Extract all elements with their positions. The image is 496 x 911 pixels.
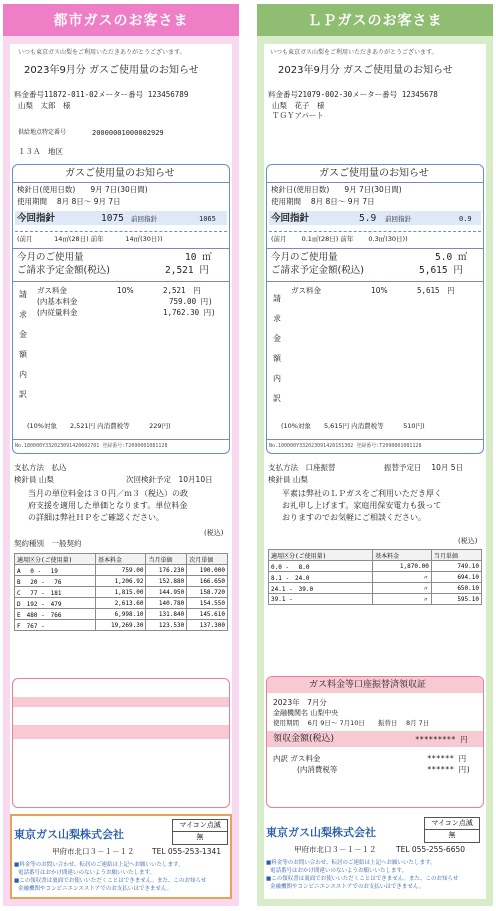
rate-table-cell: F 767 - bbox=[15, 620, 96, 631]
rate-table-cell: 154.550 bbox=[187, 598, 228, 609]
rate-table-cell: 176.230 bbox=[146, 565, 187, 576]
message-line-1: 当月の単位料金は３０円／ｍ３（税込）の政 bbox=[28, 489, 188, 498]
message-line-2: 府支援を適用した単価となります。単位料金 bbox=[28, 501, 188, 510]
payment-method: 支払方法 払込 bbox=[14, 463, 67, 472]
side-label-4: 額 bbox=[273, 354, 281, 363]
company-tel: TEL 055-255-6650 bbox=[396, 845, 466, 854]
rate-header-cell: 適用区分(ご使用量) bbox=[15, 554, 96, 565]
side-label-1: 請 bbox=[19, 290, 27, 299]
account-line: 料金番号21079-002-30メーター番号 12345678 bbox=[268, 90, 438, 99]
rate-header-cell: 適用区分(ご使用量) bbox=[269, 550, 373, 561]
barcode-number: No.100000Y332023091420151302 登録番号:T2090001081128 bbox=[269, 443, 422, 449]
breakdown-gas-rate: 10% bbox=[117, 286, 134, 295]
rate-table-row bbox=[269, 572, 482, 583]
rate-header-cell: 当月単価 bbox=[431, 550, 481, 561]
usage-history: (前月 0.1㎥(28日) 前年 0.3㎥(30日)) bbox=[271, 235, 408, 243]
customer-name: 山梨 花子 様 bbox=[272, 101, 325, 110]
company-address: 甲府市北口３－１－１２ bbox=[52, 847, 135, 856]
meter-read-date: 検針日(使用日数) 9月 7日(30日間) bbox=[271, 185, 402, 194]
rate-table-cell: 1,870.00 bbox=[373, 561, 432, 572]
rate-table bbox=[268, 549, 482, 605]
rate-table-cell: 8.1 - 24.0 bbox=[269, 572, 373, 583]
rate-header-cell: 基本料金 bbox=[373, 550, 432, 561]
company-name: 東京ガス山梨株式会社 bbox=[14, 828, 124, 841]
rate-table-cell: 190.000 bbox=[187, 565, 228, 576]
billing-amount-value: 2,521 円 bbox=[165, 265, 209, 276]
rate-table-cell: 2,613.60 bbox=[96, 598, 146, 609]
usage-history: (前月 14㎥(28日) 前年 14㎥(30日)) bbox=[17, 235, 163, 243]
usage-period: 使用期間 8月 8日～ 9月 7日 bbox=[271, 197, 375, 206]
micon-label: マイコン点滅 bbox=[425, 818, 479, 830]
rate-table-cell: 〃 bbox=[373, 594, 432, 605]
rate-table-row bbox=[15, 576, 228, 587]
rate-table-cell: A 0 - 19 bbox=[15, 565, 96, 576]
city-gas-panel bbox=[3, 4, 239, 906]
current-reading-value: 5.9 bbox=[359, 213, 377, 224]
rate-table-cell: 749.10 bbox=[431, 561, 481, 572]
rate-table-row bbox=[15, 609, 228, 620]
company-footer bbox=[264, 814, 486, 899]
top-notice: いつも東京ガス山梨をご利用いただきありがとうございます。 bbox=[270, 49, 438, 56]
panel-header: ＬＰガスのお客さま bbox=[257, 4, 493, 36]
rate-table-cell: 144.950 bbox=[146, 587, 187, 598]
rate-table-row bbox=[269, 561, 482, 572]
inspector: 検針員 山梨 bbox=[14, 475, 54, 484]
receipt-detail-label: 内訳 ガス料金 bbox=[273, 754, 321, 763]
message-line-3: おりますのでお気軽にご相談ください。 bbox=[282, 513, 426, 522]
footer-note-1: ■料金等のお問い合わせ、転居のご連絡は上記へお願いいたします。 bbox=[266, 860, 436, 866]
breakdown-gas-label: ガス料金 bbox=[291, 286, 321, 295]
receipt-bank: 金融機関名 山梨中央 bbox=[273, 709, 339, 717]
side-label-3: 金 bbox=[19, 330, 27, 339]
barcode-number: No.180000Y332023091420602701 登録番号:T2090001081128 bbox=[15, 443, 168, 449]
rate-table-cell: B 20 - 76 bbox=[15, 576, 96, 587]
bill-slip bbox=[264, 44, 486, 899]
breakdown-gas-label: ガス料金 bbox=[37, 286, 67, 295]
footer-note-1: ■料金等のお問い合わせ、転居のご連絡は上記へお願いいたします。 bbox=[14, 862, 184, 868]
company-footer bbox=[10, 814, 232, 899]
rate-table-cell: 0.0 - 8.0 bbox=[269, 561, 373, 572]
notice-heading: ガスご使用量のお知らせ bbox=[319, 168, 429, 179]
rate-table-cell: 158.720 bbox=[187, 587, 228, 598]
bill-title: 2023年9月分 ガスご使用量のお知らせ bbox=[278, 65, 453, 76]
previous-reading-label: 前回指針 bbox=[385, 215, 411, 223]
supply-point-number: 20000001000002929 bbox=[92, 129, 164, 137]
tax-included-note: (税込) bbox=[204, 529, 224, 537]
usage-value: 5.0 ㎥ bbox=[435, 252, 468, 263]
rate-header-cell: 次月単価 bbox=[187, 554, 228, 565]
current-reading-label: 今回指針 bbox=[271, 213, 310, 224]
usage-notice-box bbox=[12, 164, 230, 454]
tax-line: (10%対象 5,615円 内消費税等 510円) bbox=[281, 422, 425, 430]
bank-transfer-receipt bbox=[266, 676, 484, 808]
rate-table-header bbox=[15, 554, 228, 565]
rate-table bbox=[14, 553, 228, 631]
rate-header-cell: 基本料金 bbox=[96, 554, 146, 565]
bill-title: 2023年9月分 ガスご使用量のお知らせ bbox=[24, 65, 199, 76]
rate-table-cell: 〃 bbox=[373, 583, 432, 594]
rate-table-row bbox=[15, 620, 228, 631]
rate-table-cell: 595.10 bbox=[431, 594, 481, 605]
breakdown-usage-label: (内従量料金 bbox=[37, 308, 78, 317]
message-line-3: の詳細は弊社ＨＰをご確認ください。 bbox=[28, 513, 164, 522]
breakdown-usage-value: 1,762.30 円) bbox=[163, 308, 216, 317]
top-notice: いつも東京ガス山梨をご利用いただきありがとうございます。 bbox=[18, 49, 186, 56]
footer-note-2: 電話番号はおかけ間違いのないようお願いいたします。 bbox=[270, 868, 408, 874]
rate-table-cell: 166.650 bbox=[187, 576, 228, 587]
rate-table-cell: 137.300 bbox=[187, 620, 228, 631]
previous-reading-value: 0.9 bbox=[459, 215, 472, 223]
footer-note-4: 金融機関やコンビニエンスストアでのお支払いはできません。 bbox=[18, 886, 173, 892]
receipt-amount-label: 領収金額(税込) bbox=[273, 734, 335, 744]
message-line-2: お礼申し上げます。家庭用保安電力も扱って bbox=[282, 501, 442, 510]
side-label-2: 求 bbox=[19, 310, 27, 319]
receipt-period: 使用期間 6月 9日～ 7月10日 振替日 8月 7日 bbox=[273, 719, 430, 727]
billing-amount-label: ご請求予定金額(税込) bbox=[17, 265, 110, 276]
transfer-date: 振替予定日 10月 5日 bbox=[384, 463, 464, 472]
customer-name: 山梨 太郎 様 bbox=[18, 101, 71, 110]
rate-table-cell: 650.10 bbox=[431, 583, 481, 594]
account-line: 料金番号11872-011-02メーター番号 123456789 bbox=[14, 90, 189, 99]
rate-table-row bbox=[269, 583, 482, 594]
side-label-5: 内 bbox=[273, 374, 281, 383]
rate-table-row bbox=[269, 594, 482, 605]
breakdown-gas-value: 2,521 円 bbox=[163, 286, 201, 295]
payment-method: 支払方法 口座振替 bbox=[268, 463, 336, 472]
rate-table-cell: 39.1 - bbox=[269, 594, 373, 605]
receipt-tax-label: (内消費税等 bbox=[297, 765, 338, 774]
rate-table-header bbox=[269, 550, 482, 561]
area-label: １３Ａ 地区 bbox=[18, 147, 63, 156]
rate-table-cell: 123.530 bbox=[146, 620, 187, 631]
rate-table-cell: 140.780 bbox=[146, 598, 187, 609]
company-name: 東京ガス山梨株式会社 bbox=[266, 826, 376, 839]
footer-note-2: 電話番号はおかけ間違いのないようお願いいたします。 bbox=[18, 870, 156, 876]
company-address: 甲府市北口３－１－１２ bbox=[294, 845, 377, 854]
footer-note-3: ■この領収書は裏面でお使いいただくことはできません。また、このお知らせ bbox=[266, 876, 459, 882]
side-label-4: 額 bbox=[19, 350, 27, 359]
rate-table-cell: C 77 - 181 bbox=[15, 587, 96, 598]
usage-period: 使用期間 8月 8日～ 9月 7日 bbox=[17, 197, 121, 206]
micon-status bbox=[172, 819, 228, 845]
receipt-amount-value: ********* 円 bbox=[415, 735, 468, 744]
micon-value: 無 bbox=[196, 833, 204, 841]
receipt-month: 2023年 7月分 bbox=[273, 698, 327, 707]
rate-table-row bbox=[15, 565, 228, 576]
receipt-tax-value: ****** 円) bbox=[427, 765, 471, 774]
bill-slip bbox=[10, 44, 232, 899]
side-label-3: 金 bbox=[273, 334, 281, 343]
lp-gas-panel bbox=[257, 4, 493, 906]
rate-table-row bbox=[15, 598, 228, 609]
rate-table-cell: 〃 bbox=[373, 572, 432, 583]
inspector: 検針員 山梨 bbox=[268, 475, 308, 484]
rate-table-cell: 19,269.30 bbox=[96, 620, 146, 631]
footer-note-4: 金融機関やコンビニエンスストアでのお支払いはできません。 bbox=[270, 884, 425, 890]
current-reading-label: 今回指針 bbox=[17, 213, 56, 224]
side-label-5: 内 bbox=[19, 370, 27, 379]
micon-value: 無 bbox=[448, 831, 456, 839]
footer-note-3: ■この領収書は裏面でお使いいただくことはできません。また、このお知らせ bbox=[14, 878, 207, 884]
panel-header: 都市ガスのお客さま bbox=[3, 4, 239, 36]
side-label-6: 訳 bbox=[273, 394, 281, 403]
side-label-6: 訳 bbox=[19, 390, 27, 399]
blank-receipt-box bbox=[12, 678, 230, 808]
billing-amount-value: 5,615 円 bbox=[419, 265, 463, 276]
company-tel: TEL 055-253-1341 bbox=[152, 847, 222, 856]
receipt-detail-value: ****** 円 bbox=[427, 754, 467, 763]
rate-table-cell: 1,815.00 bbox=[96, 587, 146, 598]
customer-building: ＴＧＹアパート bbox=[272, 111, 324, 120]
receipt-heading: ガス料金等口座振替済領収証 bbox=[309, 680, 427, 690]
usage-label: 今月のご使用量 bbox=[271, 252, 338, 263]
breakdown-basic-label: (内基本料金 bbox=[37, 297, 78, 306]
tax-included-note: (税込) bbox=[458, 537, 478, 545]
side-label-2: 求 bbox=[273, 314, 281, 323]
previous-reading-value: 1065 bbox=[199, 215, 216, 223]
previous-reading-label: 前回指針 bbox=[131, 215, 157, 223]
billing-amount-label: ご請求予定金額(税込) bbox=[271, 265, 364, 276]
rate-table-cell: 6,998.10 bbox=[96, 609, 146, 620]
rate-table-cell: E 480 - 766 bbox=[15, 609, 96, 620]
supply-point-label: 供給地点特定番号 bbox=[18, 129, 67, 136]
breakdown-gas-rate: 10% bbox=[371, 286, 388, 295]
micon-label: マイコン点滅 bbox=[173, 820, 227, 832]
rate-header-cell: 当月単価 bbox=[146, 554, 187, 565]
rate-table-row bbox=[15, 587, 228, 598]
breakdown-gas-value: 5,615 円 bbox=[417, 286, 455, 295]
contract-type: 契約種別 一般契約 bbox=[14, 539, 82, 548]
rate-table-cell: 152.880 bbox=[146, 576, 187, 587]
meter-read-date: 検針日(使用日数) 9月 7日(30日間) bbox=[17, 185, 148, 194]
breakdown-basic-value: 759.00 円) bbox=[169, 297, 213, 306]
rate-table-cell: 759.00 bbox=[96, 565, 146, 576]
tax-line: (10%対象 2,521円 内消費税等 229円) bbox=[27, 422, 171, 430]
usage-value: 10 ㎥ bbox=[185, 252, 212, 263]
message-line-1: 平素は弊社のＬＰガスをご利用いただき厚く bbox=[282, 489, 442, 498]
rate-table-cell: 694.10 bbox=[431, 572, 481, 583]
usage-notice-box bbox=[266, 164, 484, 454]
rate-table-cell: 24.1 - 39.0 bbox=[269, 583, 373, 594]
next-read-date: 次回検針予定 10月10日 bbox=[126, 475, 213, 484]
rate-table-cell: 145.610 bbox=[187, 609, 228, 620]
side-label-1: 請 bbox=[273, 294, 281, 303]
rate-table-cell: D 192 - 479 bbox=[15, 598, 96, 609]
notice-heading: ガスご使用量のお知らせ bbox=[65, 168, 175, 179]
rate-table-cell: 131.840 bbox=[146, 609, 187, 620]
micon-status bbox=[424, 817, 480, 843]
rate-table-cell: 1,206.92 bbox=[96, 576, 146, 587]
current-reading-value: 1075 bbox=[101, 213, 124, 224]
usage-label: 今月のご使用量 bbox=[17, 252, 84, 263]
